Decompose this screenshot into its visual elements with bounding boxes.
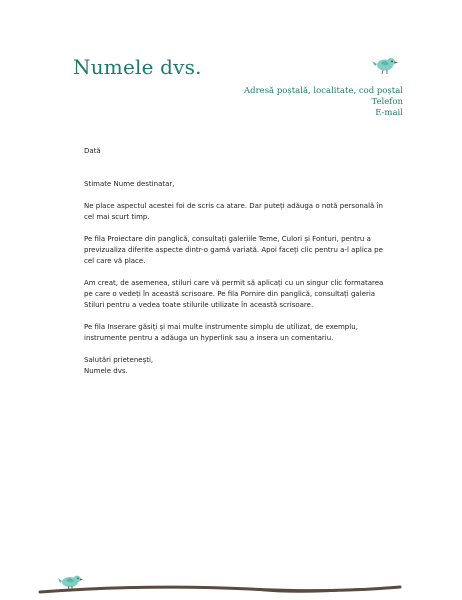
salutation: Stimate Nume destinatar, (84, 180, 175, 188)
closing-block (84, 355, 394, 377)
bird-icon (58, 576, 83, 591)
contact-block (244, 86, 403, 119)
phone-line: Telefon (371, 97, 403, 107)
bird-icon (372, 55, 398, 75)
body-paragraph: Pe fila Proiectare din panglică, consultați galeriile Teme, Culori și Fonturi, pentru a previzualiza diferite aspecte dintr-o gamă variată. Apoi faceți clic pentru a-l aplica pe cel care vă place. (84, 235, 383, 265)
address-line: Adresă poștală, localitate, cod poștal (244, 86, 403, 96)
sender-name: Numele dvs. (73, 55, 202, 79)
footer-branch-decoration (0, 570, 462, 600)
closing-line: Salutări prietenești, (84, 356, 154, 364)
body-paragraph: Pe fila Inserare găsiți și mai multe instrumente simplu de utilizat, de exemplu, instrumente pentru a adăuga un hyperlink sau a insera un comentariu. (84, 323, 358, 342)
body-paragraph: Ne place aspectul acestei foi de scris ca atare. Dar puteți adăuga o notă personală în cel mai scurt timp. (84, 202, 383, 221)
letter-body (84, 146, 394, 377)
email-line: E-mail (375, 108, 403, 118)
body-paragraph: Am creat, de asemenea, stiluri care vă permit să aplicați cu un singur clic formatarea pe care o vedeți în această scrisoare. Pe fila Pornire din panglică, consultați galeria Stiluri pentru a vedea toate stilurile utilizate în această scrisoare. (84, 279, 384, 309)
letter-date: Dată (84, 147, 101, 155)
signature-name: Numele dvs. (84, 367, 128, 375)
